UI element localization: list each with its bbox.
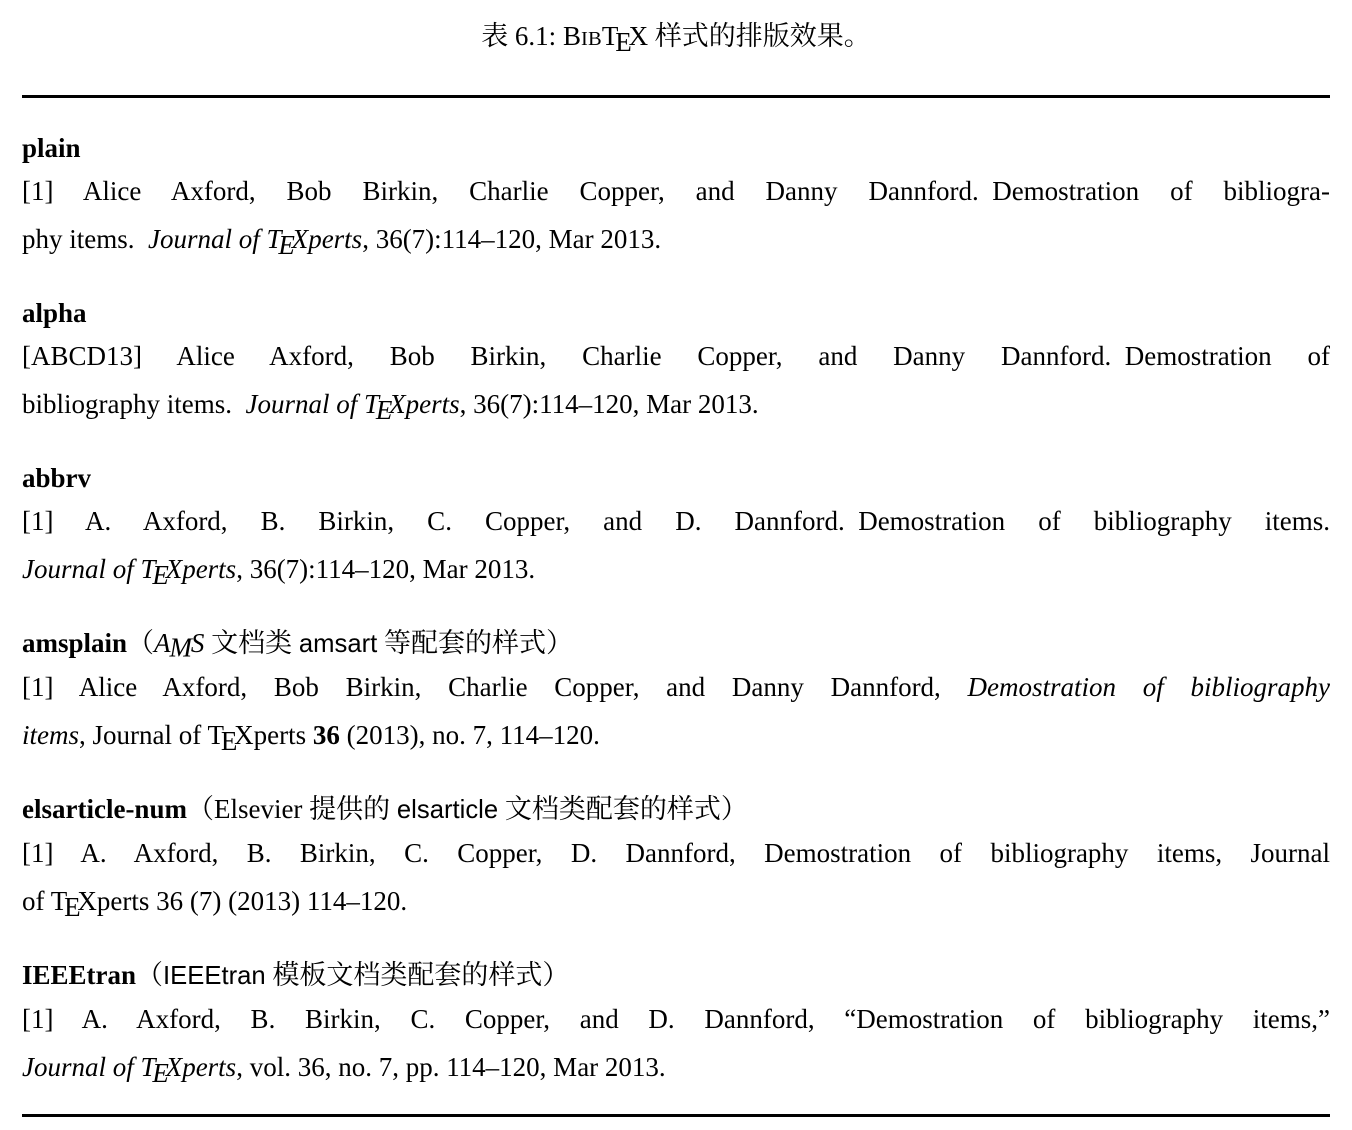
text-segment: （Elsevier 提供的 [186,794,397,824]
bib-entry-line [22,545,1330,593]
text-segment: [1] A. Axford, B. Birkin, C. Copper, and D. Dannford, “Demostration of bibliography items,” [22,1004,1330,1034]
text-segment: perts 36 (7) (2013) 114–120. [96,886,408,916]
text-segment: [1] Alice Axford, Bob Birkin, Charlie Copper, and Danny Dannford, [22,672,968,702]
text-segment: abbrv [22,463,92,493]
text-segment: , 36(7):114–120, Mar 2013. [362,224,662,254]
text-segment: IEEEtran [22,960,137,990]
table-bottom-rule [22,1114,1330,1117]
bib-entry-line [22,497,1330,545]
text-segment: [1] A. Axford, B. Birkin, C. Copper, and D. Dannford. Demostration of bibliography items. [22,506,1330,536]
bib-entry-line [22,380,1330,428]
text-segment: perts [308,224,363,254]
text-segment: alpha [22,298,87,328]
text-segment: 模板文档类配套的样式） [265,960,570,990]
tex-logo: TEX [140,1052,183,1088]
text-segment: 文档类 [204,628,299,658]
text-segment: [ABCD13] Alice Axford, Bob Birkin, Charlie Copper, and Danny Dannford. Demostration of [22,341,1330,371]
text-segment: perts [253,720,313,750]
text-segment: [1] Alice Axford, Bob Birkin, Charlie Copper, and Danny Dannford. Demostration of bibliogra- [22,176,1330,206]
text-segment: , 36(7):114–120, Mar 2013. [459,389,759,419]
tex-logo: TEX [266,224,309,260]
text-segment: amsplain [22,628,128,658]
text-segment: , 36(7):114–120, Mar 2013. [236,554,536,584]
text-segment: （ [127,628,155,658]
table-top-rule [22,95,1330,98]
text-segment: IEEEtran [163,962,266,990]
style-heading-elsarticle-num [22,790,1330,829]
style-heading-IEEEtran [22,956,1330,995]
text-segment: Journal of [22,554,141,584]
style-heading-abbrv [22,459,1330,497]
text-segment: , Journal of [79,720,208,750]
style-heading-plain [22,129,1330,167]
tex-logo: TEX [140,554,183,590]
bib-entry-line [22,877,1330,925]
text-segment: （ [136,960,164,990]
text-segment: perts [182,554,237,584]
table-body [22,129,1330,1091]
ams-logo: AMS [154,628,205,663]
bib-entry-line [22,995,1330,1043]
text-segment: B [562,21,581,51]
bib-entry-line [22,711,1330,759]
text-segment: perts [405,389,460,419]
text-segment: [1] A. Axford, B. Birkin, C. Copper, D. Dannford, Demostration of bibliography items, Journal [22,838,1330,868]
text-segment: elsarticle [396,796,499,824]
text-segment: , vol. 36, no. 7, pp. 114–120, Mar 2013. [236,1052,666,1082]
bib-entry-line [22,215,1330,263]
table-caption [22,0,1330,57]
bib-entry-line [22,663,1330,711]
text-segment: bibliography items. [22,389,246,419]
text-segment: items [22,720,79,750]
text-segment: IB [580,28,602,50]
text-segment: amsart [298,630,378,658]
text-segment: (2013), no. 7, 114–120. [339,720,600,750]
bib-entry-line [22,829,1330,877]
text-segment: 样式的排版效果。 [648,21,871,51]
text-segment: 等配套的样式） [377,628,574,658]
text-segment: Journal of [22,1052,141,1082]
text-segment: of [22,886,51,916]
text-segment: Journal of [245,389,364,419]
text-segment: plain [22,133,81,163]
text-segment: 表 6.1: [481,21,563,51]
text-segment: 文档类配套的样式） [498,794,748,824]
text-segment: phy items. [22,224,148,254]
text-segment: Journal of [148,224,267,254]
tex-logo: TEX [363,389,406,425]
tex-logo: TEX [601,21,649,57]
bib-entry-line [22,332,1330,380]
bib-entry-line [22,167,1330,215]
style-heading-alpha [22,294,1330,332]
text-segment: Demostration of bibliography [967,672,1330,702]
text-segment: elsarticle-num [22,794,187,824]
bib-entry-line [22,1043,1330,1091]
style-heading-amsplain [22,624,1330,663]
text-segment: perts [182,1052,237,1082]
tex-logo: TEX [50,886,97,922]
text-segment: 36 [312,720,340,750]
tex-logo: TEX [207,720,254,756]
